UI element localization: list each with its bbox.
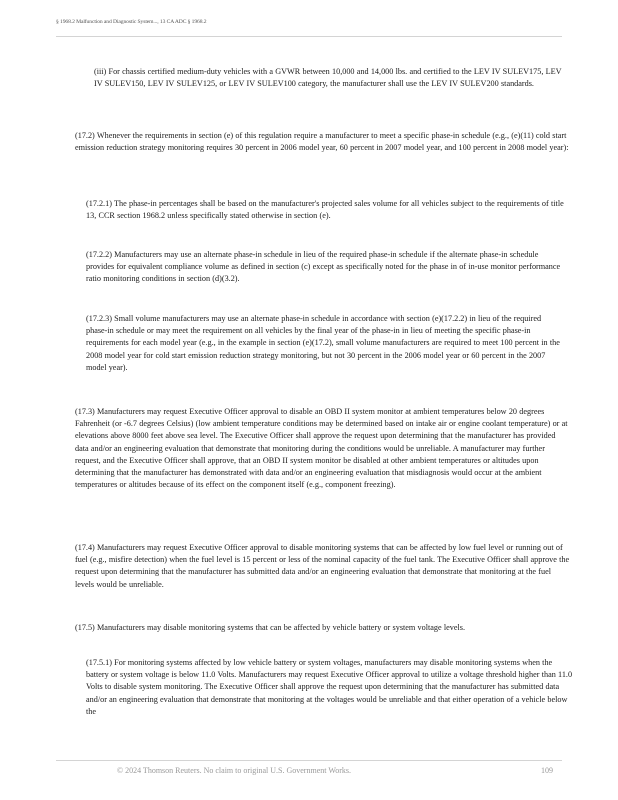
footer-divider: [56, 760, 562, 761]
paragraph-17-2-1: (17.2.1) The phase-in percentages shall be based on the manufacturer's projected sales volume for all vehicles subject to the requirements of title 13, CCR section 1968.2 unless specifically stated otherwise in section (e).: [86, 199, 564, 221]
paragraph-17-2-2: (17.2.2) Manufacturers may use an alternate phase-in schedule in lieu of the required phase-in schedule if the alternate phase-in schedule provides for equivalent compliance volume as defined in section (c) except as specifically noted for the phase in of in-use monitor performance ratio monitoring conditions in section (d)(3.2).: [86, 250, 561, 284]
running-header: § 1968.2 Malfunction and Diagnostic System..., 13 CA ADC § 1968.2: [56, 19, 207, 25]
page-number: 109: [541, 766, 553, 775]
paragraph-17-3: (17.3) Manufacturers may request Executive Officer approval to disable an OBD II system monitor at ambient temperatures below 20 degrees Fahrenheit (or -6.7 degrees Celsius) (low ambient temperature conditions may be determined based on intake air or engine coolant temperature) or at elevations above 8000 feet above sea level. The Executive Officer shall approve the request upon determining that the manufacturer has provided data and/or an engineering evaluation that demonstrate that monitoring during the conditions would be unreliable. A manufacturer may further request, and the Executive Officer shall approve, that an OBD II system monitor be disabled at other ambient temperatures or altitudes upon determining that the manufacturer has demonstrated with data and/or an engineering evaluation that misdiagnosis would occur at the ambient temperatures or altitudes because of its effect on the component itself (e.g., component freezing).: [75, 407, 568, 490]
paragraph-17-4: (17.4) Manufacturers may request Executive Officer approval to disable monitoring systems that can be affected by low fuel level or running out of fuel (e.g., misfire detection) when the fuel level is 15 percent or less of the nominal capacity of the fuel tank. The Executive Officer shall approve the request upon determining that the manufacturer has submitted data and/or an engineering evaluation that demonstrate that monitoring at the fuel levels would be unreliable.: [75, 543, 570, 589]
paragraph-iii: (iii) For chassis certified medium-duty vehicles with a GVWR between 10,000 and 14,000 lbs. and certified to the LEV IV SULEV175, LEV IV SULEV150, LEV IV SULEV125, or LEV IV SULEV100 category, the manufacturer shall use the LEV IV SULEV200 standards.: [94, 67, 562, 89]
paragraph-17-5-1: (17.5.1) For monitoring systems affected by low vehicle battery or system voltages, manufacturers may disable monitoring systems when the battery or system voltage is below 11.0 Volts. Manufacturers may request Executive Officer approval to utilize a voltage threshold higher than 11.0 Volts to disable system monitoring. The Executive Officer shall approve the request upon determining that the manufacturer has submitted data and/or an engineering evaluation that demonstrate that monitoring at the voltages would be unreliable and that either operation of a vehicle below the: [86, 658, 573, 716]
paragraph-17-2-3: (17.2.3) Small volume manufacturers may use an alternate phase-in schedule in accordance with section (e)(17.2.2) in lieu of the required phase-in schedule or may meet the requirement on all vehicles by the final year of the phase-in in lieu of meeting the specific phase-in requirements for each model year (e.g., in the example in section (e)(17.2), small volume manufacturers are required to meet 100 percent in the 2008 model year for cold start emission reduction strategy monitoring, but not 30 percent in the 2006 model year or 60 percent in the 2007 model year).: [86, 314, 560, 372]
header-divider: [56, 36, 562, 37]
paragraph-17-2: (17.2) Whenever the requirements in section (e) of this regulation require a manufacturer to meet a specific phase-in schedule (e.g., (e)(11) cold start emission reduction strategy monitoring requires 30 percent in 2006 model year, 60 percent in 2007 model year, and 100 percent in 2008 model year):: [75, 131, 569, 153]
footer-copyright: © 2024 Thomson Reuters. No claim to original U.S. Government Works.: [117, 766, 352, 775]
paragraph-17-5: (17.5) Manufacturers may disable monitoring systems that can be affected by vehicle battery or system voltage levels.: [75, 623, 466, 632]
